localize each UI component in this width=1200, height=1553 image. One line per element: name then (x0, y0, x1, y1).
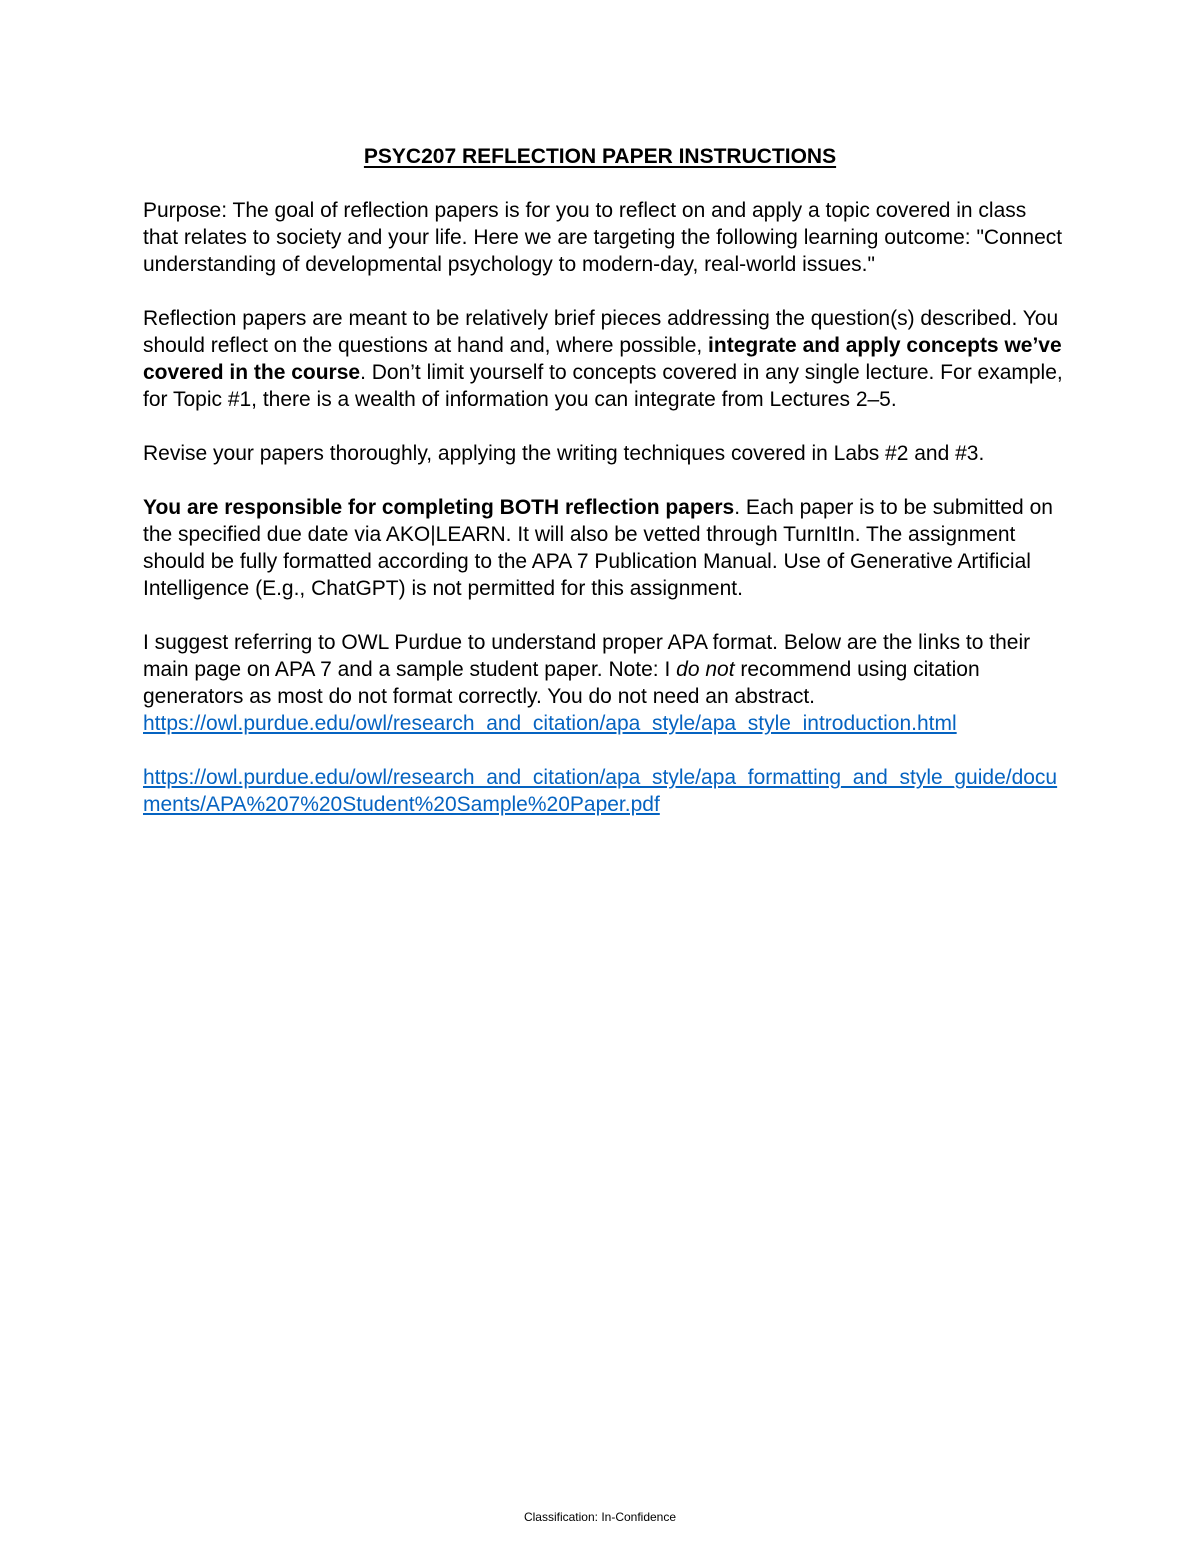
reflection-text-end: . Don’t limit yourself to concepts covered in any single lecture. For example, for Topic #1, there is a wealth of information you can integrate from Lectures 2–5. (143, 361, 1063, 411)
responsibility-paragraph (143, 494, 1063, 602)
apa-text-start: I suggest referring to OWL Purdue to understand proper APA format. Below are the links to their main page on APA 7 and a sample student paper. Note: I (143, 631, 1031, 681)
document-body (143, 197, 1063, 818)
document-title: PSYC207 REFLECTION PAPER INSTRUCTIONS (363, 145, 837, 168)
integrate-concepts-emphasis: integrate and apply concepts we’ve covered in the course (143, 334, 1062, 384)
responsibility-text: . Each paper is to be submitted on the specified due date via AKO|LEARN. It will also be vetted through TurnItIn. The assignment should be fully formatted according to the APA 7 Publication Manual. Use of Generative Artificial Intelligence (E.g., ChatGPT) is not permitted for this assignment. (143, 496, 1053, 600)
reflection-text-start: Reflection papers are meant to be relatively brief pieces addressing the question(s) described. You should reflect on the questions at hand and, where possible, (143, 307, 1059, 357)
revise-paragraph: Revise your papers thoroughly, applying the writing techniques covered in Labs #2 and #3. (143, 442, 985, 465)
apa-sample-paper-link[interactable]: https://owl.purdue.edu/owl/research_and_citation/apa_style/apa_formatting_and_style_guide/documents/APA%207%20Student%20Sample%20Paper.pdf (143, 766, 1058, 816)
apa-text-end: recommend using citation generators as most do not format correctly. You do not need an abstract. (143, 658, 980, 708)
apa-style-introduction-link[interactable]: https://owl.purdue.edu/owl/research_and_citation/apa_style/apa_style_introduction.html (143, 712, 957, 735)
purpose-paragraph: Purpose: The goal of reflection papers is for you to reflect on and apply a topic covered in class that relates to society and your life. Here we are targeting the following learning outcome: "Connect understanding of developmental psychology to modern-day, real-world issues." (143, 199, 1063, 276)
do-not-emphasis: do not (676, 658, 735, 681)
reflection-paragraph (143, 305, 1063, 413)
apa-paragraph (143, 629, 1063, 710)
responsibility-emphasis: You are responsible for completing BOTH reflection papers (143, 496, 735, 519)
classification-footer: Classification: In-Confidence (523, 1510, 677, 1524)
